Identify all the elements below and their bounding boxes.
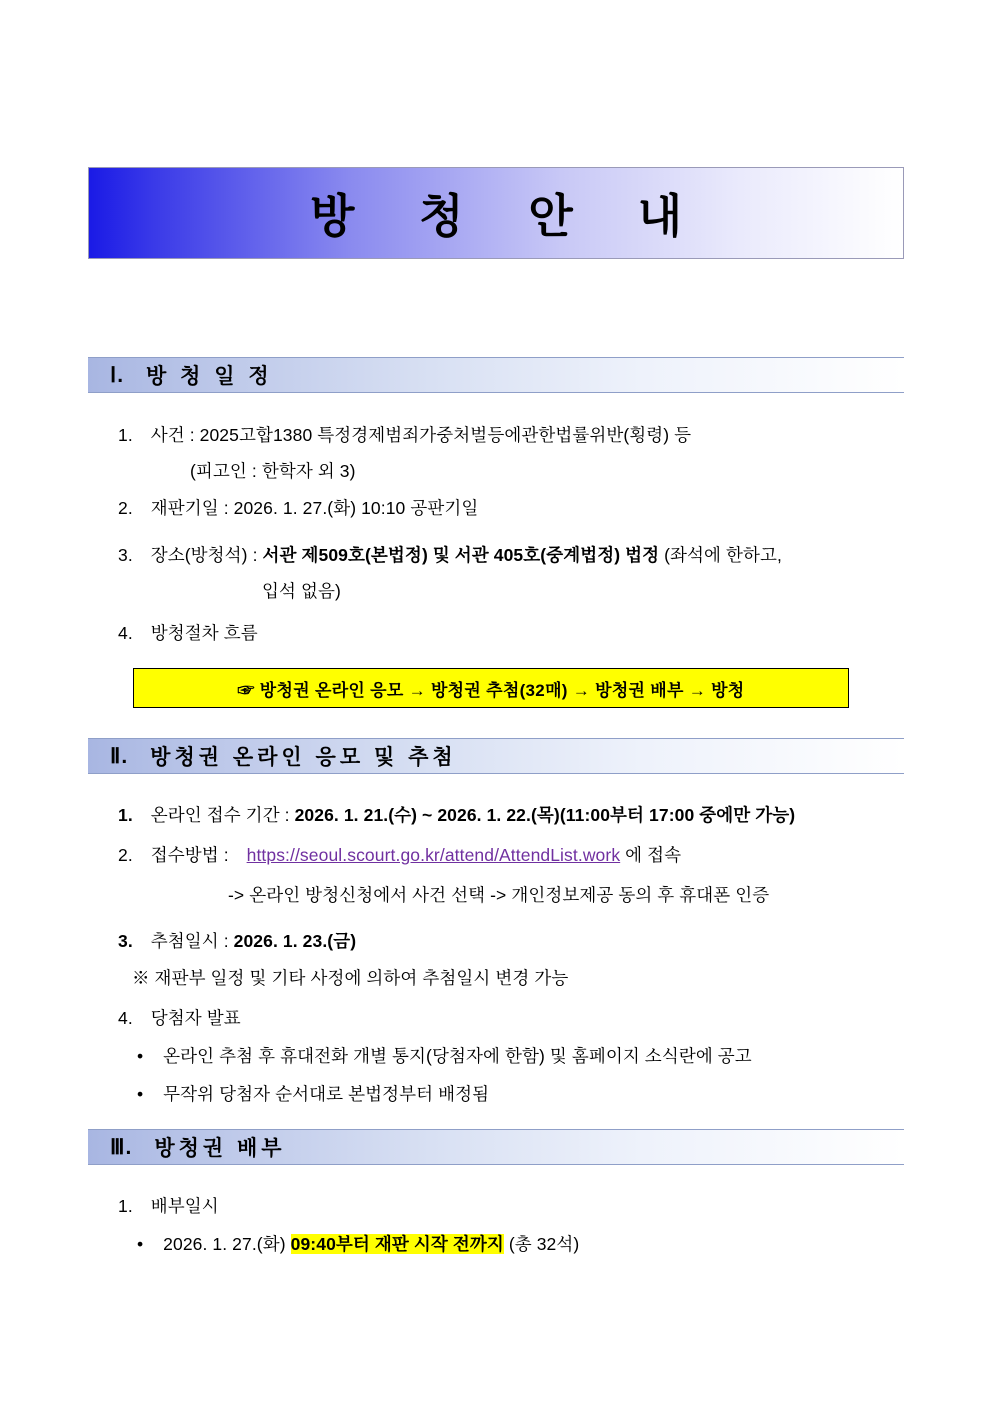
section-1-item-4-text-pre: 장소(방청석) : [150, 545, 263, 565]
section-3-item-1 [118, 1193, 219, 1218]
section-3-item-1-text: 배부일시 [150, 1196, 219, 1216]
section-2-bullet-1-text: 온라인 추첨 후 휴대전화 개별 통지(당첨자에 한함) 및 홈페이지 소식란에 공고 [163, 1046, 752, 1066]
section-3-bullet-1 [137, 1231, 579, 1256]
section-3-bullet-1-text-post: (총 32석) [508, 1234, 580, 1254]
section-1-item-2-text: (피고인 : 한학자 외 3) [190, 461, 356, 481]
section-2-item-5 [132, 965, 568, 990]
section-1-item-4-text-post: (좌석에 한하고, [664, 545, 782, 565]
section-3-bullet-1-highlight: 09:40부터 재판 시작 전까지 [290, 1234, 504, 1254]
section-2-item-4 [118, 928, 356, 953]
section-2-bullet-2-text: 무작위 당첨자 순서대로 본법정부터 배정됨 [163, 1084, 490, 1104]
section-2-item-6-text: 당첨자 발표 [150, 1008, 241, 1028]
section-2-item-1-text-pre: 온라인 접수 기간 : [150, 805, 295, 825]
section-1-item-5-text: 입석 없음) [262, 581, 341, 601]
page-title: 방 청 안 내 [309, 190, 709, 242]
section-2-item-1 [118, 802, 795, 827]
section-2-item-3 [228, 882, 769, 907]
section-1-item-4-text-bold: 서관 제509호(본법정) 및 서관 405호(중계법정) 법정 [262, 545, 660, 565]
section-1-number: Ⅰ. [110, 363, 125, 387]
section-header-1 [88, 357, 904, 393]
section-header-3 [88, 1129, 904, 1165]
section-1-title: 방 청 일 정 [146, 365, 273, 388]
section-2-item-4-text-bold: 2026. 1. 23.(금) [233, 931, 357, 951]
attendance-flow-text: ☞ 방청권 온라인 응모 → 방청권 추첨(32매) → 방청권 배부 → 방청 [237, 680, 745, 700]
section-1-item-6 [118, 620, 258, 645]
section-2-title: 방청권 온라인 응모 및 추첨 [150, 746, 457, 769]
section-2-item-1-label: 1. [118, 805, 133, 825]
section-2-item-5-text: ※ 재판부 일정 및 기타 사정에 의하여 추첨일시 변경 가능 [132, 968, 569, 988]
section-2-bullet-2 [137, 1081, 489, 1106]
section-1-item-4-label: 3. [118, 545, 133, 565]
section-1-item-2 [190, 458, 356, 483]
attendance-flow-box [133, 668, 849, 708]
section-3-bullet-1-marker: • [137, 1234, 144, 1254]
section-2-item-2-label: 2. [118, 845, 133, 865]
section-3-item-1-label: 1. [118, 1196, 133, 1216]
section-2-item-4-label: 3. [118, 931, 133, 951]
section-1-item-5 [262, 578, 341, 603]
section-2-bullet-2-marker: • [137, 1084, 144, 1104]
section-1-item-4 [118, 542, 782, 567]
section-3-bullet-1-text-pre: 2026. 1. 27.(화) [163, 1234, 291, 1254]
section-2-item-1-text-bold: 2026. 1. 21.(수) ~ 2026. 1. 22.(목)(11:00부터 17:00 중에만 가능) [294, 805, 796, 825]
document-title-banner [88, 167, 904, 259]
section-1-item-3 [118, 495, 478, 520]
section-header-2 [88, 738, 904, 774]
section-1-item-3-text: 재판기일 : 2026. 1. 27.(화) 10:10 공판기일 [150, 498, 479, 518]
section-2-item-3-text: -> 온라인 방청신청에서 사건 선택 -> 개인정보제공 동의 후 휴대폰 인증 [228, 885, 770, 905]
section-2-item-2-text-post: 에 접속 [625, 845, 682, 865]
section-3-number: Ⅲ. [110, 1135, 133, 1159]
section-1-item-1-text: 사건 : 2025고합1380 특정경제범죄가중처벌등에관한법률위반(횡령) 등 [150, 425, 692, 445]
section-1-item-6-label: 4. [118, 623, 133, 643]
section-2-number: Ⅱ. [110, 744, 129, 768]
section-1-item-1-label: 1. [118, 425, 133, 445]
section-2-item-2-text-pre: 접수방법 : [150, 845, 234, 865]
section-2-item-4-text-pre: 추첨일시 : [150, 931, 234, 951]
section-2-bullet-1-marker: • [137, 1046, 144, 1066]
section-2-item-2 [118, 842, 681, 867]
online-application-link[interactable]: https://seoul.scourt.go.kr/attend/AttendList.work [246, 845, 621, 865]
section-3-title: 방청권 배부 [154, 1137, 286, 1160]
section-2-item-6 [118, 1005, 241, 1030]
section-2-bullet-1 [137, 1043, 752, 1068]
section-1-item-6-text: 방청절차 흐름 [150, 623, 258, 643]
section-2-item-6-label: 4. [118, 1008, 133, 1028]
section-1-item-3-label: 2. [118, 498, 133, 518]
section-1-item-1 [118, 422, 691, 447]
